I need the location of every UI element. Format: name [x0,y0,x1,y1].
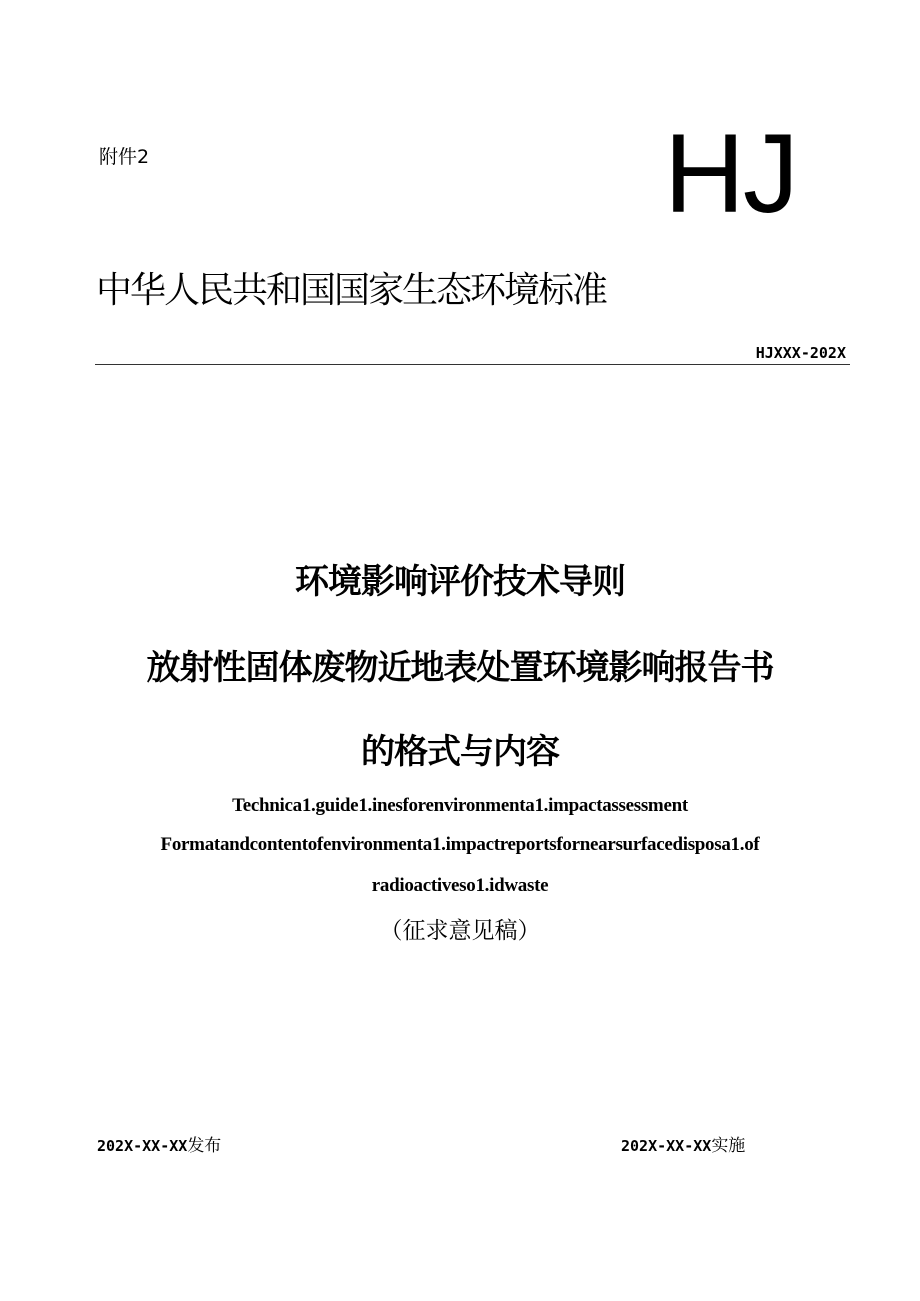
title-en-line-1: Technica1.guide1.inesforenvironmenta1.impactassessment [232,795,688,816]
implement-date-value: 202X-XX-XX [621,1137,712,1155]
attachment-label: 附件2 [99,146,150,168]
hj-logo: HJ [664,111,797,236]
title-en-line-2: Formatandcontentofenvironmenta1.impactreportsfornearsurfacedisposa1.of [160,834,760,855]
title-cn-line-2: 放射性固体废物近地表处置环境影响报告书 [146,648,774,688]
title-en-line-3: radioactiveso1.idwaste [371,875,549,896]
publish-label: 发布 [187,1136,222,1156]
standard-name: 中华人民共和国国家生态环境标准 [96,270,607,311]
standard-number: HJXXX-202X [755,344,846,362]
publish-date-value: 202X-XX-XX [97,1137,188,1155]
title-cn-line-1: 环境影响评价技术导则 [295,562,625,602]
title-cn-line-3: 的格式与内容 [361,732,559,772]
header-divider [95,364,850,365]
implement-date [621,1131,745,1156]
publish-date [97,1131,221,1156]
implement-label: 实施 [711,1136,746,1156]
draft-note: （征求意见稿） [379,918,541,944]
